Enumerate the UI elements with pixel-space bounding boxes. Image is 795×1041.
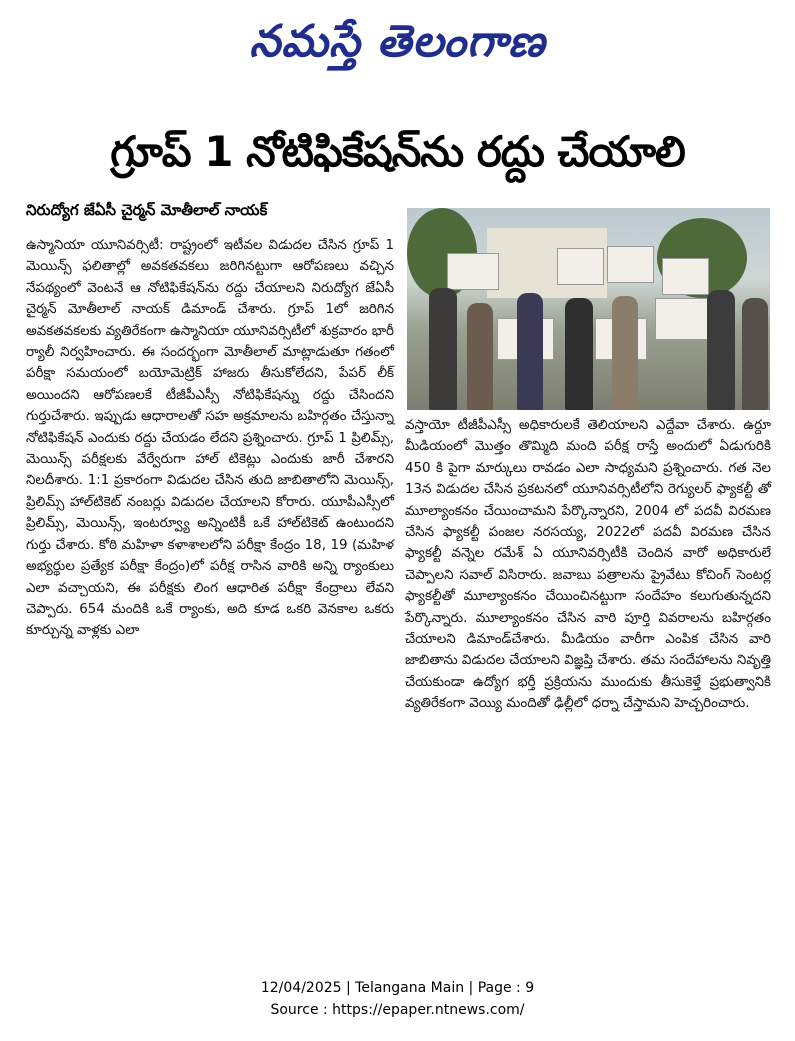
headline: [12, 118, 783, 186]
article-column-left: ఉస్మానియా యూనివర్సిటీ: రాష్ట్రంలో ఇటీవల విడుదల చేసిన గ్రూప్ 1 మెయిన్స్ ఫలితాల్లో అవకతవకలు జరిగినట్టుగా ఆరోపణలు వచ్చిన నేపథ్యంలో వెంటనే ఆ నోటిఫికేషన్‌ను రద్దు చేయాలని నిరుద్యోగ జేఏసీ చైర్మన్ మోతీలాల్ నాయక్ డిమాండ్ చేశారు. గ్రూప్ 1లో జరిగిన అవకతవకలకు వ్యతిరేకంగా ఉస్మానియా యూనివర్సిటీలో శుక్రవారం భారీ ర్యాలీ నిర్వహించారు. ఈ సందర్భంగా మోతీలాల్ మాట్లాడుతూ గతంలో పరీక్షా సమయంలో బయోమెట్రిక్ హాజరు తీసుకోలేదని, పేపర్ లీక్ అయిందని ఆరోపణలకే టీజీపీఎస్సీ నోటిఫికేషన్ను రద్దు చేసిందని గుర్తుచేశారు. ఇప్పుడు ఆధారాలతో సహ అక్రమాలను బహిర్గతం చేస్తున్నా నోటిఫికేషన్ ఎందుకు రద్దు చేయడం లేదని ప్రశ్నించారు. గ్రూప్ 1 ప్రిలిమ్స్, మెయిన్స్ పరీక్షలకు వేర్వేరుగా హాల్ టికెట్లు ఎందుకు జారీ చేశారని నిలదీశారు. 1:1 ప్రకారంగా విడుదల చేసిన తుది జాబితాలోని మెయిన్స్, ప్రిలిమ్స్ హాల్‌టికెట్ నంబర్లు విడుదల చేయాలని కోరారు. యూపీఎస్సీలో ప్రిలిమ్స్, మెయిన్స్, ఇంటర్వ్యూ అన్నింటికీ ఒకే హాల్‌టికెట్ ఉంటుందని గుర్తు చేశారు. కోఠి మహిళా కళాశాలలోని పరీక్షా కేంద్రం 18, 19 (మహిళ అభ్యర్థుల ప్రత్యేక పరీక్షా కేంద్రం)లో పరీక్ష రాసిన వారికి అన్ని ర్యాంకులు ఎలా వచ్చాయని, ఈ పరీక్షకు లింగ ఆధారిత పరీక్షా కేంద్రాలు లేవని చెప్పారు. 654 మందికి ఒకే ర్యాంకు, అది కూడ ఒకరి వెనకాల ఒకరు కూర్చున్న వాళ్లకు ఎలా: [26, 238, 394, 639]
article-column-right: వస్తాయో టీజీపీఎస్సీ అధికారులకే తెలియాలని ఎద్దేవా చేశారు. ఉర్దూ మీడియంలో మొత్తం తొమ్మిది మంది పరీక్ష రాస్తే అందులో ఏడుగురికి 450 కి పైగా మార్కులు రావడం ఎలా సాధ్యమని ప్రశ్నించారు. గత నెల 13న విడుదల చేసిన ప్రకటనలో యూనివర్సిటీలోని రెగ్యులర్ ఫ్యాకల్టీ తో మూల్యాంకనం చేయించామని పేర్కొన్నారని, 2004 లో పదవీ విరమణ చేసిన ఫ్యాకల్టీ పంజల నరసయ్య, 2022లో పదవీ విరమణ చేసిన ఫ్యాకల్టీ వన్నెల రమేశ్ ఏ యూనివర్సిటీకి చెందిన వారో అధికారులే చెప్పాలని సవాల్ విసిరారు. జవాబు పత్రాలను ప్రైవేటు కోచింగ్ సెంటర్ల ఫ్యాకల్టీతో మూల్యాంకనం చేయించినట్టుగా సందేహం కలుగుతున్నదని పేర్కొన్నారు. మూల్యాంకనం చేసిన వారి పూర్తి వివరాలను బహిర్గతం చేయాలని డిమాండ్‌చేశారు. మీడియం వారీగా ఎంపిక చేసిన వారి జాబితాను విడుదల చేయాలని విజ్ఞప్తి చేశారు. తమ సందేహాలను నివృత్తి చేయకుండా ఉద్యోగ భర్తీ ప్రక్రియను ముందుకు తీసుకెళ్తే ప్రభుత్వానికి వ్యతిరేకంగా వెయ్యి మందితో ఢిల్లీలో ధర్నా చేస్తామని హెచ్చరించారు.: [405, 418, 771, 712]
footer-date-line: 12/04/2025 | Telangana Main | Page : 9: [260, 980, 535, 996]
byline: [26, 200, 396, 224]
masthead-logo: [0, 8, 795, 76]
protest-photo: [407, 208, 770, 410]
masthead-title: నమస్తే తెలంగాణ: [249, 16, 546, 67]
headline-text: గ్రూప్ 1 నోటిఫికేషన్‌ను రద్దు చేయాలి: [110, 127, 685, 176]
footer-source-line: Source : https://epaper.ntnews.com/: [270, 1002, 525, 1018]
byline-text: నిరుద్యోగ జేఏసీ చైర్మన్ మోతీలాల్ నాయక్: [26, 201, 268, 219]
